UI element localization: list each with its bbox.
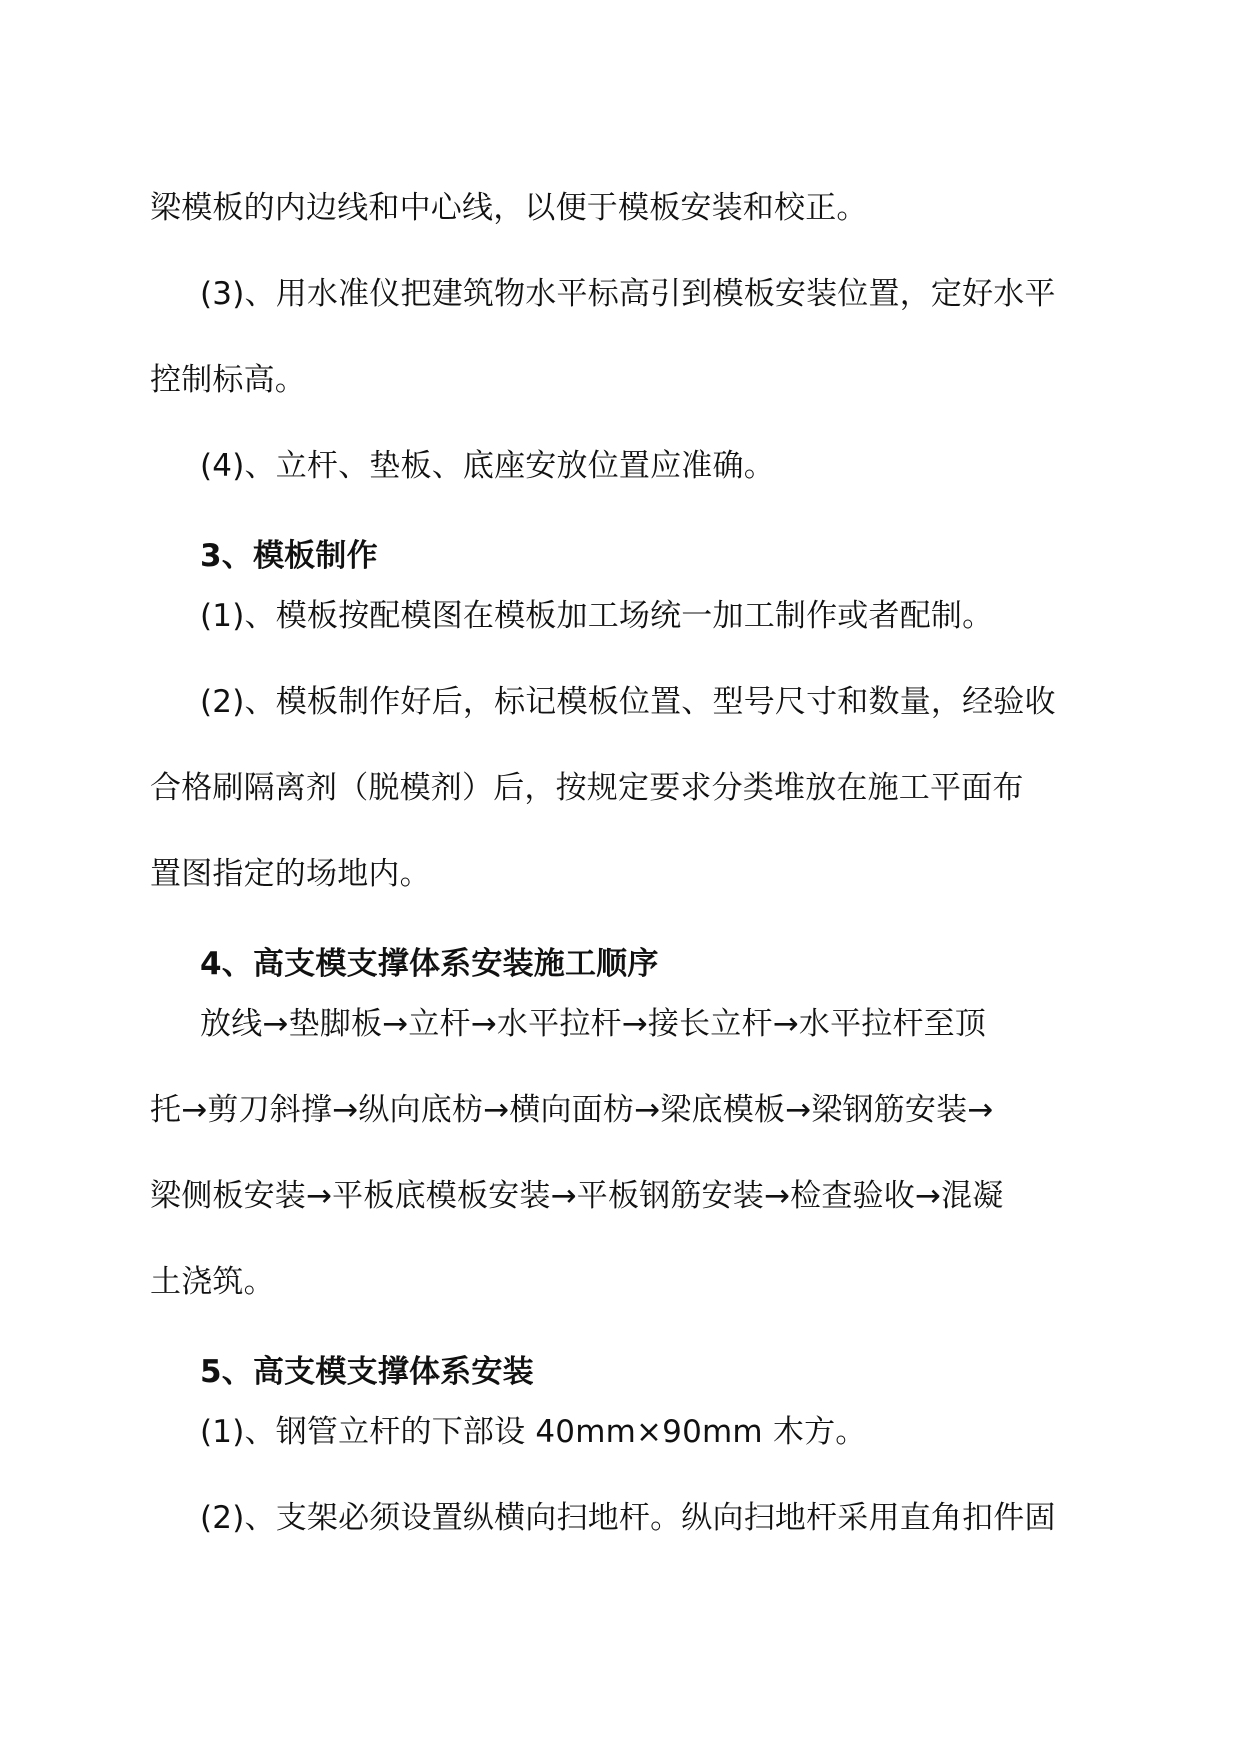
text-line: (4)、立杆、垫板、底座安放位置应准确。 (200, 448, 775, 484)
text-line: 置图指定的场地内。 (150, 856, 431, 892)
text-line: 托→剪刀斜撑→纵向底枋→横向面枋→梁底模板→梁钢筋安装→ (150, 1092, 994, 1128)
text-line: 梁模板的内边线和中心线，以便于模板安装和校正。 (150, 190, 868, 226)
text-line: 合格刷隔离剂（脱模剂）后，按规定要求分类堆放在施工平面布 (150, 770, 1024, 806)
text-line: (1)、钢管立杆的下部设 40mm×90mm 木方。 (200, 1414, 867, 1450)
text-line: (3)、用水准仪把建筑物水平标高引到模板安装位置，定好水平 (200, 276, 1056, 312)
text-line: 土浇筑。 (150, 1264, 275, 1300)
section-heading: 5、高支模支撑体系安装 (200, 1354, 534, 1390)
text-line: 放线→垫脚板→立杆→水平拉杆→接长立杆→水平拉杆至顶 (200, 1006, 987, 1042)
text-line: (2)、支架必须设置纵横向扫地杆。纵向扫地杆采用直角扣件固 (200, 1500, 1056, 1536)
section-heading: 4、高支模支撑体系安装施工顺序 (200, 946, 659, 982)
text-line: (2)、模板制作好后，标记模板位置、型号尺寸和数量，经验收 (200, 684, 1056, 720)
text-line: 梁侧板安装→平板底模板安装→平板钢筋安装→检查验收→混凝 (150, 1178, 1004, 1214)
text-line: (1)、模板按配模图在模板加工场统一加工制作或者配制。 (200, 598, 994, 634)
section-heading: 3、模板制作 (200, 538, 378, 574)
text-line: 控制标高。 (150, 362, 306, 398)
